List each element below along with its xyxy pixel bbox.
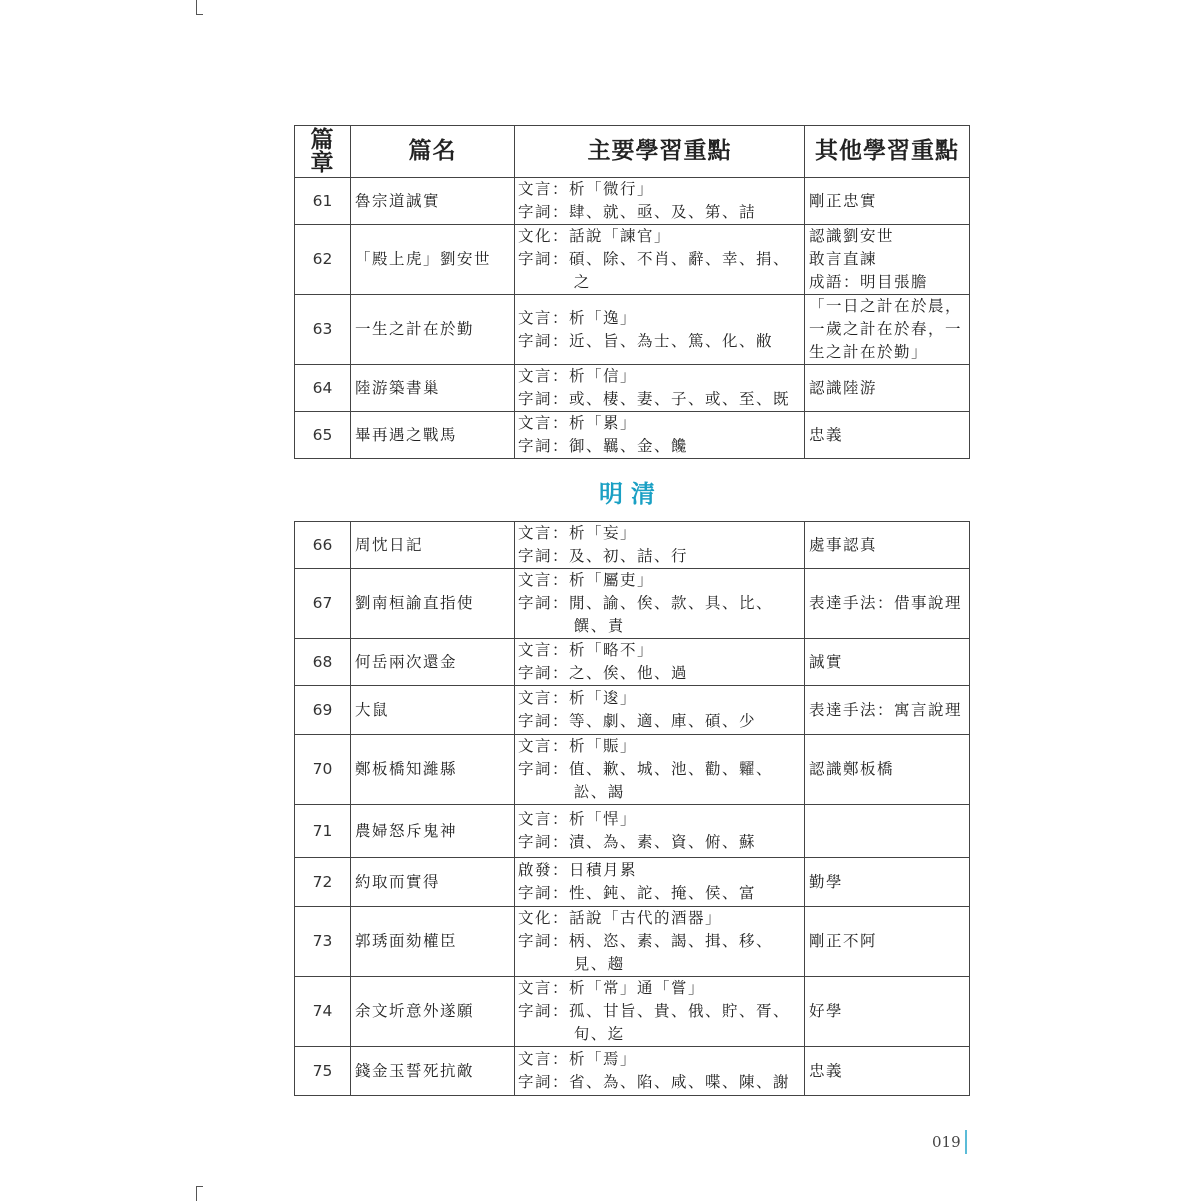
chapter-number: 73 <box>295 907 351 977</box>
table-row <box>295 805 970 858</box>
table-row <box>295 365 970 412</box>
learning-point: 文化：話說「古代的酒器」 <box>518 909 723 927</box>
main-learning-points <box>515 735 805 805</box>
main-learning-points <box>515 225 805 295</box>
other-learning-points <box>805 735 970 805</box>
learning-point: 文言：析「焉」 <box>518 1050 638 1068</box>
learning-point: 文言：析「累」 <box>518 414 638 432</box>
chapter-number: 62 <box>295 225 351 295</box>
learning-point: 字詞：御、羈、金、饞 <box>518 437 689 455</box>
main-learning-points <box>515 639 805 686</box>
lesson-title: 鄭板橋知濰縣 <box>351 735 515 805</box>
other-point: 敢言直諫 <box>809 250 878 268</box>
other-learning-points <box>805 805 970 858</box>
other-learning-points <box>805 522 970 569</box>
lesson-title: 錢金玉誓死抗敵 <box>351 1047 515 1096</box>
learning-point: 字詞：性、鈍、詑、掩、侯、富 <box>518 884 757 902</box>
main-learning-points <box>515 858 805 907</box>
header-row <box>295 126 970 178</box>
other-point: 認識鄭板橋 <box>809 760 895 778</box>
learning-point: 字詞：柄、恣、素、謁、揖、移、見、趨 <box>518 932 774 973</box>
chapter-number: 63 <box>295 295 351 365</box>
page-number: 019 <box>932 1133 961 1151</box>
table-row <box>295 639 970 686</box>
page-number-bar <box>965 1130 967 1154</box>
crop-mark-top <box>196 0 203 15</box>
table-row <box>295 858 970 907</box>
crop-mark-bottom <box>196 1186 203 1201</box>
other-point: 「一日之計在於晨，一歲之計在於春，一生之計在於勤」 <box>809 297 963 361</box>
chapter-number: 70 <box>295 735 351 805</box>
main-learning-points <box>515 805 805 858</box>
other-point: 好學 <box>809 1002 844 1020</box>
table-row <box>295 225 970 295</box>
header-other-points: 其他學習重點 <box>805 126 970 178</box>
other-point: 認識陸游 <box>809 378 878 397</box>
chapter-number: 61 <box>295 178 351 225</box>
learning-point: 字詞：閒、諭、俟、款、具、比、饌、責 <box>518 594 774 635</box>
lesson-title: 周忱日記 <box>351 522 515 569</box>
other-point: 表達手法：借事說理 <box>809 594 963 612</box>
lesson-title: 農婦怒斥鬼神 <box>351 805 515 858</box>
learning-point: 文言：析「妄」 <box>518 524 638 542</box>
other-learning-points <box>805 178 970 225</box>
chapter-number: 75 <box>295 1047 351 1096</box>
learning-point: 啟發：日積月累 <box>518 861 638 879</box>
lesson-title: 一生之計在於勤 <box>351 295 515 365</box>
other-learning-points <box>805 569 970 639</box>
other-learning-points <box>805 907 970 977</box>
chapter-number: 65 <box>295 412 351 459</box>
main-learning-points <box>515 1047 805 1096</box>
other-learning-points <box>805 225 970 295</box>
table-row <box>295 735 970 805</box>
table-row <box>295 977 970 1047</box>
table-row <box>295 522 970 569</box>
other-learning-points <box>805 858 970 907</box>
lesson-title: 畢再遇之戰馬 <box>351 412 515 459</box>
other-point: 誠實 <box>809 652 844 671</box>
chapter-number: 67 <box>295 569 351 639</box>
table-row <box>295 569 970 639</box>
chapter-number: 74 <box>295 977 351 1047</box>
main-learning-points <box>515 178 805 225</box>
table-row <box>295 412 970 459</box>
main-learning-points <box>515 569 805 639</box>
table-row <box>295 686 970 735</box>
learning-point: 文化：話說「諫官」 <box>518 227 672 245</box>
schedule-table-2 <box>294 521 970 1096</box>
learning-point: 文言：析「逡」 <box>518 689 638 707</box>
main-learning-points <box>515 686 805 735</box>
other-point: 剛正忠實 <box>809 191 878 210</box>
lesson-title: 何岳兩次還金 <box>351 639 515 686</box>
main-learning-points <box>515 907 805 977</box>
table-2-body <box>295 522 970 1096</box>
other-point: 處事認真 <box>809 535 878 554</box>
lesson-title: 「殿上虎」劉安世 <box>351 225 515 295</box>
table-row <box>295 1047 970 1096</box>
other-point: 勤學 <box>809 872 844 891</box>
lesson-title: 陸游築書巢 <box>351 365 515 412</box>
learning-point: 字詞：或、棲、妻、子、或、至、既 <box>518 390 791 408</box>
section-title-ming-qing: 明清 <box>599 479 663 508</box>
other-point: 成語：明目張膽 <box>809 273 929 291</box>
main-learning-points <box>515 522 805 569</box>
lesson-title: 大鼠 <box>351 686 515 735</box>
other-learning-points <box>805 295 970 365</box>
learning-point: 字詞：孤、甘旨、貴、俄、貯、胥、旬、迄 <box>518 1002 791 1043</box>
table-row <box>295 178 970 225</box>
other-point: 表達手法：寓言說理 <box>809 700 963 719</box>
learning-point: 文言：析「逸」 <box>518 308 638 327</box>
lesson-title: 余文圻意外遂願 <box>351 977 515 1047</box>
learning-point: 文言：析「屬吏」 <box>518 571 655 589</box>
table-row <box>295 295 970 365</box>
learning-point: 字詞：漬、為、素、資、俯、蘇 <box>518 833 757 851</box>
chapter-number: 69 <box>295 686 351 735</box>
other-learning-points <box>805 686 970 735</box>
learning-point: 字詞：近、旨、為士、篤、化、敝 <box>518 331 774 350</box>
lesson-title: 魯宗道誠實 <box>351 178 515 225</box>
table-row <box>295 907 970 977</box>
main-learning-points <box>515 977 805 1047</box>
other-learning-points <box>805 365 970 412</box>
chapter-number: 64 <box>295 365 351 412</box>
lesson-title: 郭琇面劾權臣 <box>351 907 515 977</box>
other-learning-points <box>805 977 970 1047</box>
table-1-body <box>295 178 970 459</box>
chapter-number: 72 <box>295 858 351 907</box>
learning-point: 字詞：碩、除、不肖、辭、幸、捐、之 <box>518 250 791 291</box>
other-point: 剛正不阿 <box>809 932 878 950</box>
header-title: 篇名 <box>351 126 515 178</box>
learning-point: 文言：析「常」通「嘗」 <box>518 979 706 997</box>
learning-point: 文言：析「悍」 <box>518 810 638 828</box>
schedule-table-1 <box>294 125 970 459</box>
main-learning-points <box>515 412 805 459</box>
header-chapter: 篇章 <box>295 126 351 178</box>
other-learning-points <box>805 639 970 686</box>
main-learning-points <box>515 365 805 412</box>
other-learning-points <box>805 412 970 459</box>
learning-point: 字詞：之、俟、他、過 <box>518 664 689 682</box>
learning-point: 字詞：值、歉、城、池、勸、糶、訟、謁 <box>518 760 774 801</box>
learning-point: 字詞：及、初、詰、行 <box>518 547 689 565</box>
learning-point: 文言：析「略不」 <box>518 641 655 659</box>
chapter-number: 68 <box>295 639 351 686</box>
learning-point: 文言：析「微行」 <box>518 180 655 198</box>
chapter-number: 71 <box>295 805 351 858</box>
main-learning-points <box>515 295 805 365</box>
other-learning-points <box>805 1047 970 1096</box>
learning-point: 字詞：等、劇、適、庫、碩、少 <box>518 712 757 730</box>
learning-point: 字詞：省、為、陷、咸、喋、陳、謝 <box>518 1073 791 1091</box>
header-main-points: 主要學習重點 <box>515 126 805 178</box>
other-point: 忠義 <box>809 425 844 444</box>
other-point: 認識劉安世 <box>809 227 895 245</box>
learning-point: 字詞：肆、就、亟、及、第、詰 <box>518 203 757 221</box>
lesson-title: 約取而實得 <box>351 858 515 907</box>
chapter-number: 66 <box>295 522 351 569</box>
lesson-title: 劉南桓諭直指使 <box>351 569 515 639</box>
learning-point: 文言：析「賑」 <box>518 737 638 755</box>
other-point: 忠義 <box>809 1061 844 1080</box>
learning-point: 文言：析「信」 <box>518 367 638 385</box>
